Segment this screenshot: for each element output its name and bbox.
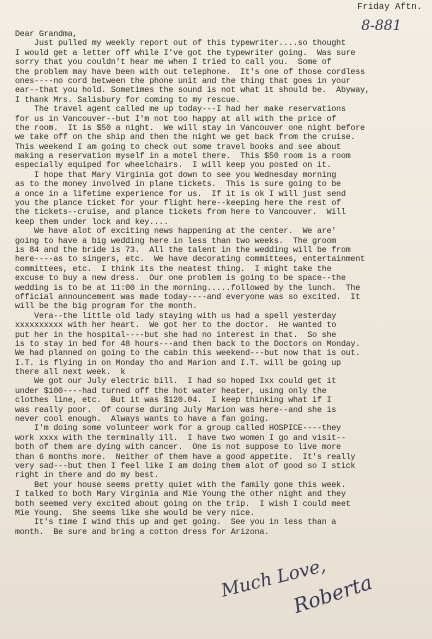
letter-line: I'm doing some volunteer work for a group called HOSPICE----they — [15, 424, 341, 434]
letter-line: a once in a lifetime experience for us. If it is ok I will just send — [15, 189, 346, 199]
letter-line: there all next week. k — [15, 368, 126, 378]
letter-line: put her in the hospital----but she had no interest in that. So she — [15, 330, 337, 340]
letter-line: It's time I wind this up and get going. See you in less than a — [15, 518, 337, 528]
letter-line: We had planned on going to the cabin this weekend---but now that is out. — [15, 349, 361, 359]
handwritten-date: 8-881 — [361, 18, 402, 34]
letter-line: xxxxxxxxxx with her heart. We got her to the doctor. He wanted to — [15, 321, 337, 331]
letter-line: I thank Mrs. Salisbury for coming to my rescue. — [15, 95, 241, 105]
letter-line: Just pulled my weekly report out of this typewriter....so thought — [15, 39, 346, 49]
letter-line: I.T. is flying in on Monday tho and Marion and I.T. will be going up — [15, 358, 341, 368]
letter-line: both seemed very excited about going on the trip. I wish I could meet — [15, 499, 351, 509]
letter-line: you the plance ticket for your flight here--keeping here the rest of — [15, 199, 341, 209]
letter-line: wedding is to be at 11:00 in the morning.....followed by the lunch. The — [15, 283, 361, 293]
letter-line: the room. It is $50 a night. We will stay in Vancouver one night before — [15, 123, 365, 133]
letter-line: Dear Grandma, — [15, 30, 78, 39]
letter-line: as to the money involved in plane tickets. This is sure going to be — [15, 180, 341, 190]
letter-line: Mie Young. She seems like she would be very nice. — [15, 508, 255, 518]
letter-line: the tickets--cruise, and plance tickets from here to Vancouver. Will — [15, 208, 346, 218]
letter-line: both of them are dying with cancer. One is not suppose to live more — [15, 443, 341, 453]
letter-line: ones----no cord between the phone unit and the thing that goes in your — [15, 76, 351, 86]
letter-line: never cool enough. Always wants to have a fan going. — [15, 415, 270, 425]
letter-line: the problem may have been with out telephone. It's one of those cordless — [15, 67, 365, 77]
letter-line: sorry that you couldn't hear me when I tried to call you. Some of — [15, 58, 332, 68]
letter-line: We have alot of exciting news happening at the center. We are' — [15, 227, 337, 237]
letter-line: is to stay in bed for 48 hours---and then back to the Doctors on Monday. — [15, 339, 361, 349]
letter-line: for us in Vancouver--but I'm not too happy at all with the price of — [15, 114, 337, 124]
letter-line: than 6 months more. Neither of them have a good appetite. It's really — [15, 452, 356, 462]
letter-line: especially equiped for wheelchairs. I will keep you posted on it. — [15, 161, 332, 171]
letter-line: here----as to singers, etc. We have decorating committees, entertainment — [15, 255, 365, 265]
letter-line: Bet your house seems pretty quiet with the family gone this week. — [15, 480, 346, 490]
letter-line: clothes line, etc. But it was $120.04. I keep thinking what if I — [15, 396, 332, 406]
letter-line: excuse to buy a new dress. Our one problem is going to be space--the — [15, 274, 346, 284]
letter-line: we take off on the ship and then the night we get back from the cruise. — [15, 133, 356, 143]
letter-line: Vera--the little old lady staying with us had a spell yesterday — [15, 311, 337, 321]
letter-line: was really poor. Of course during July Marion was here--and she is — [15, 405, 337, 415]
letter-line: keep them under lock and key.... — [15, 217, 169, 227]
closing: Much Love, — [219, 555, 328, 602]
letter-line: very sad---but then I feel like I am doing them alot of good so I stick — [15, 461, 356, 471]
letter-line: We got our July electric bill. I had so hoped Ixx could get it — [15, 377, 337, 387]
letter-line: is 84 and the bride is 73. All the talent in the wedding will be from — [15, 245, 351, 255]
letter-line: committees, etc. I think its the neatest thing. I might take the — [15, 264, 332, 274]
letter-line: ear--that you hold. Sometimes the sound is not what it should be. Abyway, — [15, 86, 370, 96]
letter-line: going to have a big wedding here in less than two weeks. The groom — [15, 236, 337, 246]
letter-body — [15, 30, 427, 537]
letter-line: month. Be sure and bring a cotton dress for Arizona. — [15, 527, 270, 537]
letter-line: I talked to both Mary Virginia and Mie Young the other night and they — [15, 490, 346, 500]
letter-line: work xxxx with the terminally ill. I have two women I go and visit-- — [15, 433, 346, 443]
letter-line: making a reservation myself in a motel there. This $50 room is a room — [15, 152, 351, 162]
letter-line: will be the big program for the month. — [15, 302, 198, 312]
letter-line: I hope that Mary Virginia got down to see you Wednesday morning — [15, 170, 337, 180]
signer-name: Roberta — [290, 570, 375, 618]
letter-line: official announcement was made today----and everyone was so excited. It — [15, 292, 361, 302]
typed-date: Friday Aftn. — [357, 2, 422, 12]
letter-line: This weekend I am going to check out some travel books and see about — [15, 142, 341, 152]
letter-line: I would get a letter off while I've got the typewriter going. Was sure — [15, 48, 356, 58]
letter-line: The travel agent called me up today---I had her make reservations — [15, 105, 346, 115]
letter-line: under $100----had turned off the hot water heater, using only the — [15, 386, 327, 396]
letter-line: right in there and do my best. — [15, 471, 159, 481]
